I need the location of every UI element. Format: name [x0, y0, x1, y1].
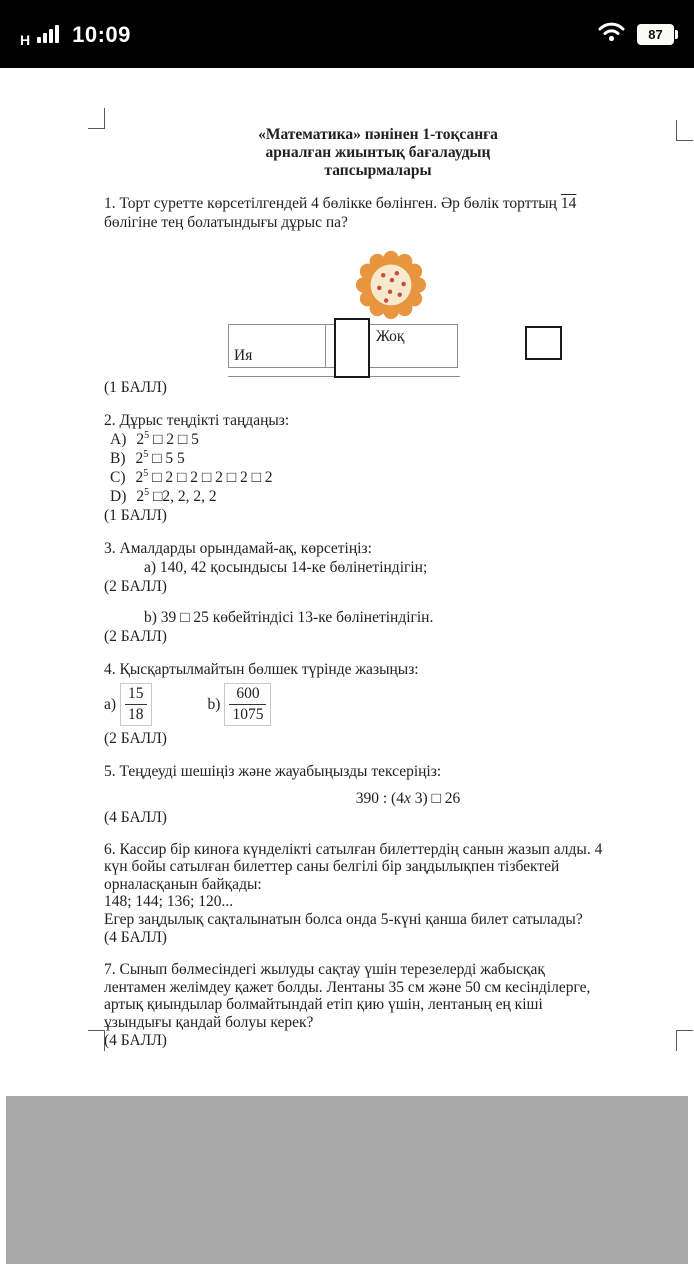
crop-mark-top-right [676, 120, 693, 141]
option-exponent: 5 [143, 448, 149, 460]
q4-label-a: a) [104, 696, 117, 713]
page-gap-background[interactable] [6, 1096, 688, 1264]
q2-option-b [110, 449, 652, 468]
question-2-heading: 2. Дұрыс теңдікті таңдаңыз: [104, 411, 290, 429]
title-line: арналған жиынтық бағалаудың [265, 144, 491, 161]
equation-prefix: 390 : (4 [355, 789, 404, 807]
question-5-heading: 5. Теңдеуді шешіңіз және жауабыңызды тексеріңіз: [104, 762, 442, 780]
q2-option-a [110, 430, 652, 449]
option-label: C) [110, 468, 126, 486]
q7-line: 7. Сынып бөлмесіндегі жылуды сақтау үшін терезелерді жабысқақ [104, 961, 545, 978]
q2-option-c [110, 468, 652, 487]
option-rest: □ 2 □ 5 [149, 430, 199, 448]
fraction-15-18 [120, 683, 152, 726]
q5-equation [104, 789, 652, 808]
fraction-numerator: 15 [125, 684, 147, 705]
option-label: B) [110, 449, 126, 467]
q6-line: орналасқанын байқады: [104, 875, 262, 893]
equation-suffix: 3) □ 26 [410, 789, 461, 807]
q1-fraction-one-fourth: 14 [560, 195, 577, 212]
q2-option-d [110, 487, 652, 506]
question-6-text [104, 841, 652, 929]
fraction-600-1075 [224, 683, 271, 726]
option-label: A) [110, 430, 127, 448]
option-rest: □2, 2, 2, 2 [149, 487, 217, 505]
answer-yes-label: Ия [234, 346, 253, 364]
status-bar [0, 0, 694, 68]
wifi-icon [598, 21, 625, 47]
q5-points: (4 БАЛЛ) [104, 808, 167, 826]
option-base: 2 [136, 430, 145, 448]
q3-points-a: (2 БАЛЛ) [104, 577, 167, 595]
q3-item-a: a) 140, 42 қосындысы 14-ке бөлінетіндігін; [144, 558, 428, 576]
title-line: тапсырмалары [324, 162, 432, 179]
question-7-text [104, 961, 652, 1031]
q3-points-b: (2 БАЛЛ) [104, 627, 167, 645]
q7-line: артық қиындылар болмайтындай етіп қию үшін, лентаның ең кіші [104, 996, 543, 1013]
q1-points: (1 БАЛЛ) [104, 378, 167, 396]
q3-item-b: b) 39 □ 25 көбейтіндісі 13-ке бөлінетіндігін. [144, 608, 434, 626]
fraction-denominator: 1075 [232, 706, 264, 723]
battery-indicator [637, 24, 674, 45]
q7-line: лентамен желімдеу қажет болды. Лентаны 35 см және 50 см кесінділерге, [104, 978, 591, 996]
document-page[interactable] [0, 68, 694, 1096]
answer-no-label: Жоқ [375, 327, 405, 345]
title-line: «Математика» пәнінен 1-тоқсанға [258, 126, 498, 143]
q6-number-sequence: 148; 144; 136; 120... [104, 893, 234, 910]
q2-points: (1 БАЛЛ) [104, 506, 167, 524]
battery-percent: 87 [648, 26, 663, 42]
option-base: 2 [135, 449, 144, 467]
q1-text-line2: бөлігіне тең болатындығы дұрыс па? [104, 214, 348, 231]
signal-strength-icon [37, 25, 59, 43]
q6-question-line: Егер заңдылық сақталынатын болса онда 5-күні қанша билет сатылады? [104, 910, 583, 928]
fraction-denominator: 18 [128, 706, 144, 723]
option-exponent: 5 [144, 429, 150, 441]
q1-answer-area [104, 320, 652, 378]
option-label: D) [110, 487, 127, 505]
pie-image [352, 248, 430, 320]
clock-time: 10:09 [72, 21, 131, 47]
option-base: 2 [136, 487, 145, 505]
crop-mark-top-left [88, 108, 105, 129]
document-content [104, 126, 652, 1050]
question-1-text [104, 194, 652, 232]
q1-text-before: 1. Торт суретте көрсетілгендей 4 бөлікке бөлінген. Әр бөлік торттың [104, 195, 561, 212]
option-exponent: 5 [144, 486, 150, 498]
answer-checkbox-middle[interactable] [334, 318, 370, 378]
question-3-heading: 3. Амалдарды орындамай-ақ, көрсетіңіз: [104, 539, 372, 557]
document-title [104, 126, 652, 180]
status-left-group [20, 19, 131, 50]
answer-checkbox-right[interactable] [525, 326, 562, 360]
fraction-numerator: 600 [229, 684, 266, 705]
q4-points: (2 БАЛЛ) [104, 729, 167, 747]
q6-line: күн бойы сатылған билеттер саны белгілі бір заңдылықпен тізбектей [104, 858, 560, 875]
q6-line: 6. Кассир бір киноға күнделікті сатылған билеттердің санын жазып алды. 4 [104, 840, 603, 858]
q7-line: ұзындығы қандай болуы керек? [104, 1013, 314, 1031]
equation-variable: x [403, 789, 411, 807]
option-rest: □ 2 □ 2 □ 2 □ 2 □ 2 [148, 468, 273, 486]
question-4-heading: 4. Қысқартылмайтын бөлшек түрінде жазыңыз: [104, 660, 419, 678]
option-rest: □ 5 5 [148, 449, 185, 467]
network-type-label: H [20, 31, 31, 48]
answer-cell-yes[interactable] [229, 324, 326, 367]
q4-fractions-row [104, 681, 652, 729]
option-base: 2 [135, 468, 144, 486]
crop-mark-bottom-left [88, 1030, 105, 1051]
q7-points: (4 БАЛЛ) [104, 1032, 167, 1049]
status-right-group [598, 21, 674, 47]
option-exponent: 5 [143, 467, 149, 479]
q4-label-b: b) [207, 696, 221, 713]
q6-points: (4 БАЛЛ) [104, 929, 167, 946]
crop-mark-bottom-right [676, 1030, 693, 1051]
